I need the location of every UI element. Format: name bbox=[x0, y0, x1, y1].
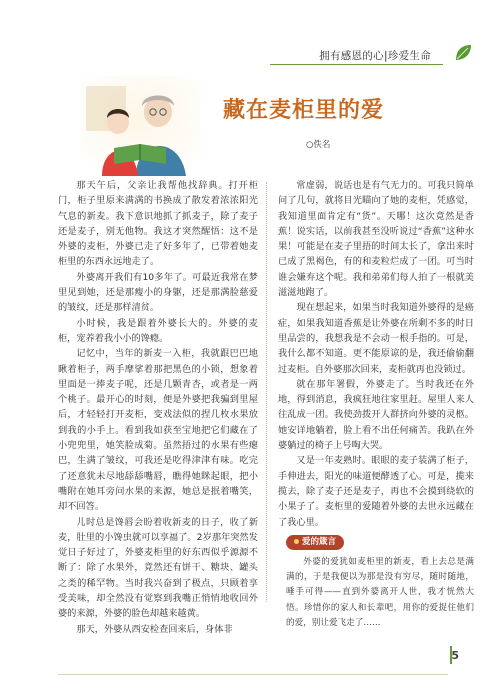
paragraph: 记忆中，当年的新麦一入柜，我就跟巴巴地瞅着柜子，两手摩挲着那把黑色的小锁，想象着里面是一捧麦子呢，还是几颗青杏，或者是一两个桃子。最开心的时刻，便是外婆把我骗到里屋后，才轻轻打开麦柜，变戏法似的捏几枚水果放到我的小手上。看到我如获至宝地把它们藏在了小兜兜里，她笑脸成菊。虽然捂过的水果有些瘪巴，生满了皱纹，可我还是吃得津津有味。吃完了还意犹未尽地舔舔嘴唇，瞧得她眯起眼，把小嘴附在她耳旁问水果的来源，她总是抿着嘴笑，却不回答。 bbox=[58, 348, 258, 513]
article-author: ○佚名 bbox=[306, 140, 331, 150]
sidebar-quote bbox=[286, 555, 474, 631]
header-bar bbox=[0, 26, 503, 48]
header-rule bbox=[270, 64, 443, 65]
page-number: 5 bbox=[451, 649, 459, 662]
illustration-grandmother-and-child bbox=[80, 76, 200, 176]
column-divider bbox=[266, 182, 267, 602]
paragraph: 常虚弱，说话也是有气无力的。可我只简单问了几句，就将目光瞄向了她的麦柜，凭感觉，我知道里面肯定有“货”。天哪！这次竟然是香蕉！说实话，以前我甚至没听说过“香蕉”这种水果！可能是在麦子里捂的时间太长了，拿出来时已成了黑褐色，有的和麦粒烂成了一团。可当时谁会嫌弃这个呢。我和弟弟们每人拍了一根就美滋滋地跑了。 bbox=[278, 180, 474, 299]
paragraph: 小时候，我是跟着外婆长大的。外婆的麦柜，宠养着我小小的馋瘾。 bbox=[58, 317, 258, 344]
section-header: 拥有感恩的心|珍爱生命 bbox=[319, 50, 431, 62]
paragraph: 又是一年麦熟时。眼眼的麦子装满了柜子，手伸进去，阳光的味道便酵透了心。可是，揽来揽去，除了麦子还是麦子，再也不会摸到绕软的小果子了。麦柜里的爱随着外婆的去世永远藏在了我心里。 bbox=[278, 455, 474, 528]
paragraph: 就在那年署假，外婆走了。当时我还在外地，得到消息，我疯狂地往家里赶。屋里人来人往乱成一团。我使劲拨开人群挤向外婆的灵柩。她安详地躺着，脸上看不出任何痛苦。我趴在外婆躺过的椅子上号啕大哭。 bbox=[278, 378, 474, 452]
sidebar-label-badge bbox=[286, 535, 344, 550]
paragraph: 外婆离开我们有10多年了。可最近我常在梦里见到她，还是那瘦小的身躯，还是那满脸慈爱的皱纹，还是那样清贫。 bbox=[58, 271, 258, 314]
article-title: 藏在麦柜里的爱 bbox=[223, 97, 385, 123]
sidebar-label: 爱的箴言 bbox=[301, 537, 336, 547]
bullet-icon bbox=[294, 539, 299, 544]
paragraph: 现在想起来，如果当时我知道外婆得的是癌症，如果我知道香蕉是让外婆在所剩不多的时日里品尝的，我想我是不会动一根手指的。可是，我什么都不知道。更不能原谅的是，我还偷偷翻过麦柜。自外婆那次回来，麦柜就再也没锁过。 bbox=[278, 302, 474, 375]
article-right-column bbox=[278, 178, 474, 530]
leaf-icon bbox=[452, 42, 474, 64]
sidebar-text: 外婆的爱犹如麦柜里的新麦，看上去总是满满的，于是我便以为那是没有穷尽，随时随地，唾手可得——直到外婆离开人世，我才恍然大悟。珍惜你的家人和长辈吧，用你的爱捉住他们的爱，别让爱飞走了…… bbox=[286, 557, 474, 628]
footer-rule bbox=[58, 674, 448, 675]
article-left-column bbox=[58, 178, 258, 637]
paragraph: 那天午后，父亲让我帮他找辞典。打开柜门，柜子里原来满满的书换成了散发着浓浓阳光气息的新麦。我下意识地抓了抓麦子，除了麦子还是麦子，别无他物。我这才突然醒悟：这不是外婆的麦柜，外婆已走了好多年了，已带着她麦柜里的东西永远地走了。 bbox=[58, 180, 258, 268]
paragraph: 儿时总是馋唇会盼着收新麦的日子，收了新麦，肚里的小馋虫就可以享福了。2岁那年突然发觉日子好过了，外婆麦柜里的好东西似乎源源不断了：除了水果外，竟然还有饼干、糖块、罐头之类的稀罕物。当时我兴奋到了极点，只顾着享受美味，却全然没有觉察到我嘴正悄悄地收回外婆的来源，外婆的脸色却越来越黄。 bbox=[58, 516, 258, 620]
paragraph: 那天，外婆从西安检查回来后，身体非 bbox=[76, 623, 233, 635]
